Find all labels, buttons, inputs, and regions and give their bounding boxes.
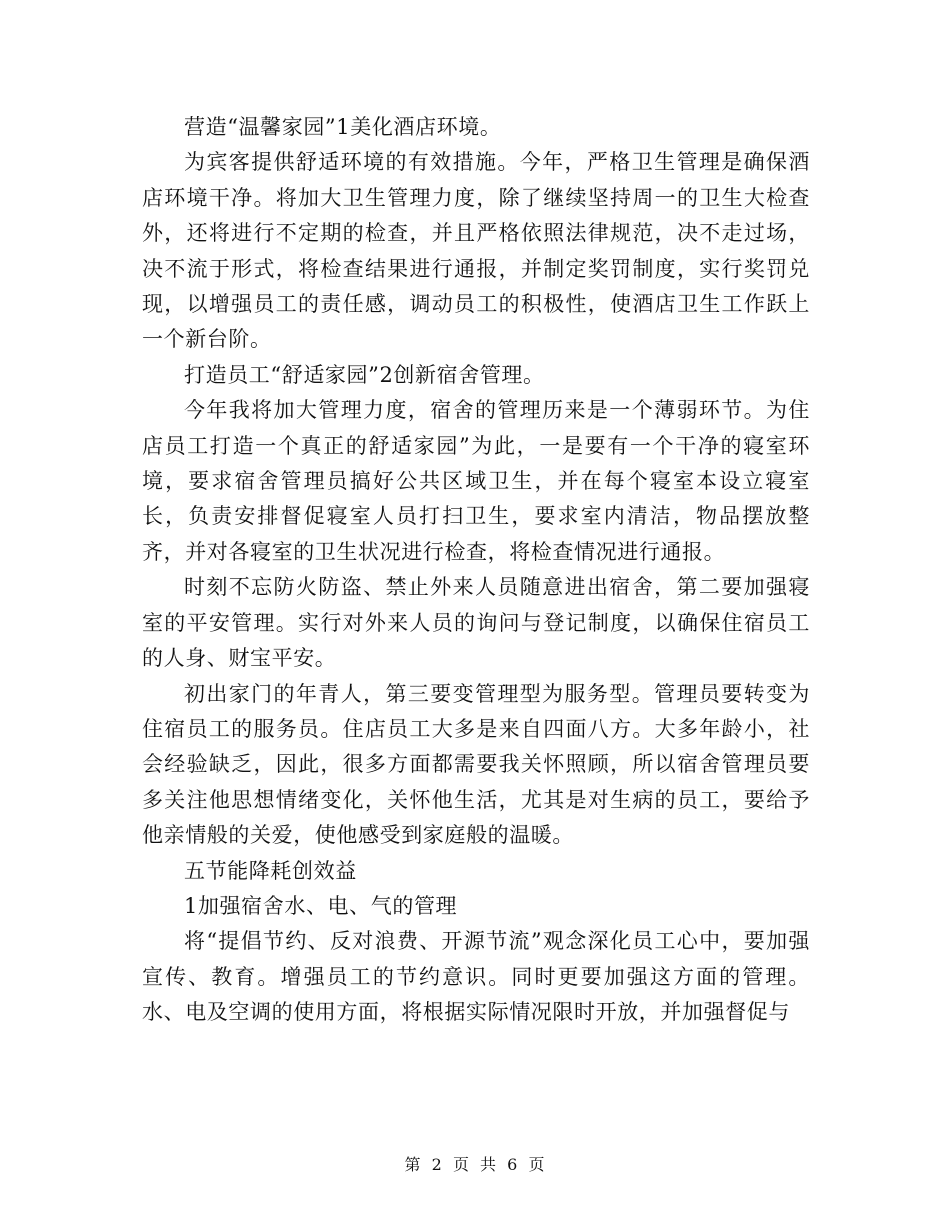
paragraph-dormitory-safety: 时刻不忘防火防盗、禁止外来人员随意进出宿舍，第二要加强寝室的平安管理。实行对外来人员的询问与登记制度，以确保住宿员工的人身、财宝平安。 <box>142 575 810 671</box>
footer-total-label: 共 <box>480 1155 498 1174</box>
footer-suffix: 页 <box>528 1155 546 1174</box>
paragraph-heading-utilities: 1加强宿舍水、电、气的管理 <box>184 893 458 918</box>
paragraph-service-oriented: 初出家门的年青人，第三要变管理型为服务型。管理员要转变为住宿员工的服务员。住店员工大多是来自四面八方。大多年龄小，社会经验缺乏，因此，很多方面都需要我关怀照顾，所以宿舍管理员要多关注他思想情绪变化，关怀他生活，尤其是对生病的员工，要给予他亲情般的关爱，使他感受到家庭般的温暖。 <box>142 681 810 848</box>
footer-prefix: 第 <box>404 1155 422 1174</box>
footer-current-page: 2 <box>431 1155 443 1174</box>
paragraph-saving-awareness: 将“提倡节约、反对浪费、开源节流”观念深化员工心中，要加强宣传、教育。增强员工的节约意识。同时更要加强这方面的管理。水、电及空调的使用方面，将根据实际情况限时开放，并加强督促与 <box>142 929 810 1025</box>
paragraph-heading-warm-home: 营造“温馨家园”1美化酒店环境。 <box>184 115 502 139</box>
paragraph-hygiene-management: 为宾客提供舒适环境的有效措施。今年，严格卫生管理是确保酒店环境干净。将加大卫生管理力度，除了继续坚持周一的卫生大检查外，还将进行不定期的检查，并且严格依照法律规范，决不走过场，决不流于形式，将检查结果进行通报，并制定奖罚制度，实行奖罚兑现，以增强员工的责任感，调动员工的积极性，使酒店卫生工作跃上一个新台阶。 <box>142 150 810 352</box>
page-footer <box>0 1152 950 1175</box>
paragraph-heading-comfortable-home: 打造员工“舒适家园”2创新宿舍管理。 <box>184 362 545 387</box>
paragraph-heading-energy-saving: 五节能降耗创效益 <box>184 858 357 883</box>
footer-page-label: 页 <box>452 1155 470 1174</box>
document-body <box>142 110 810 1031</box>
footer-total-pages: 6 <box>507 1155 519 1174</box>
paragraph-dormitory-management: 今年我将加大管理力度，宿舍的管理历来是一个薄弱环节。为住店员工打造一个真正的舒适家园”为此，一是要有一个干净的寝室环境，要求宿舍管理员搞好公共区域卫生，并在每个寝室本设立寝室长，负责安排督促寝室人员打扫卫生，要求室内清洁，物品摆放整齐，并对各寝室的卫生状况进行检查，将检查情况进行通报。 <box>142 398 810 564</box>
